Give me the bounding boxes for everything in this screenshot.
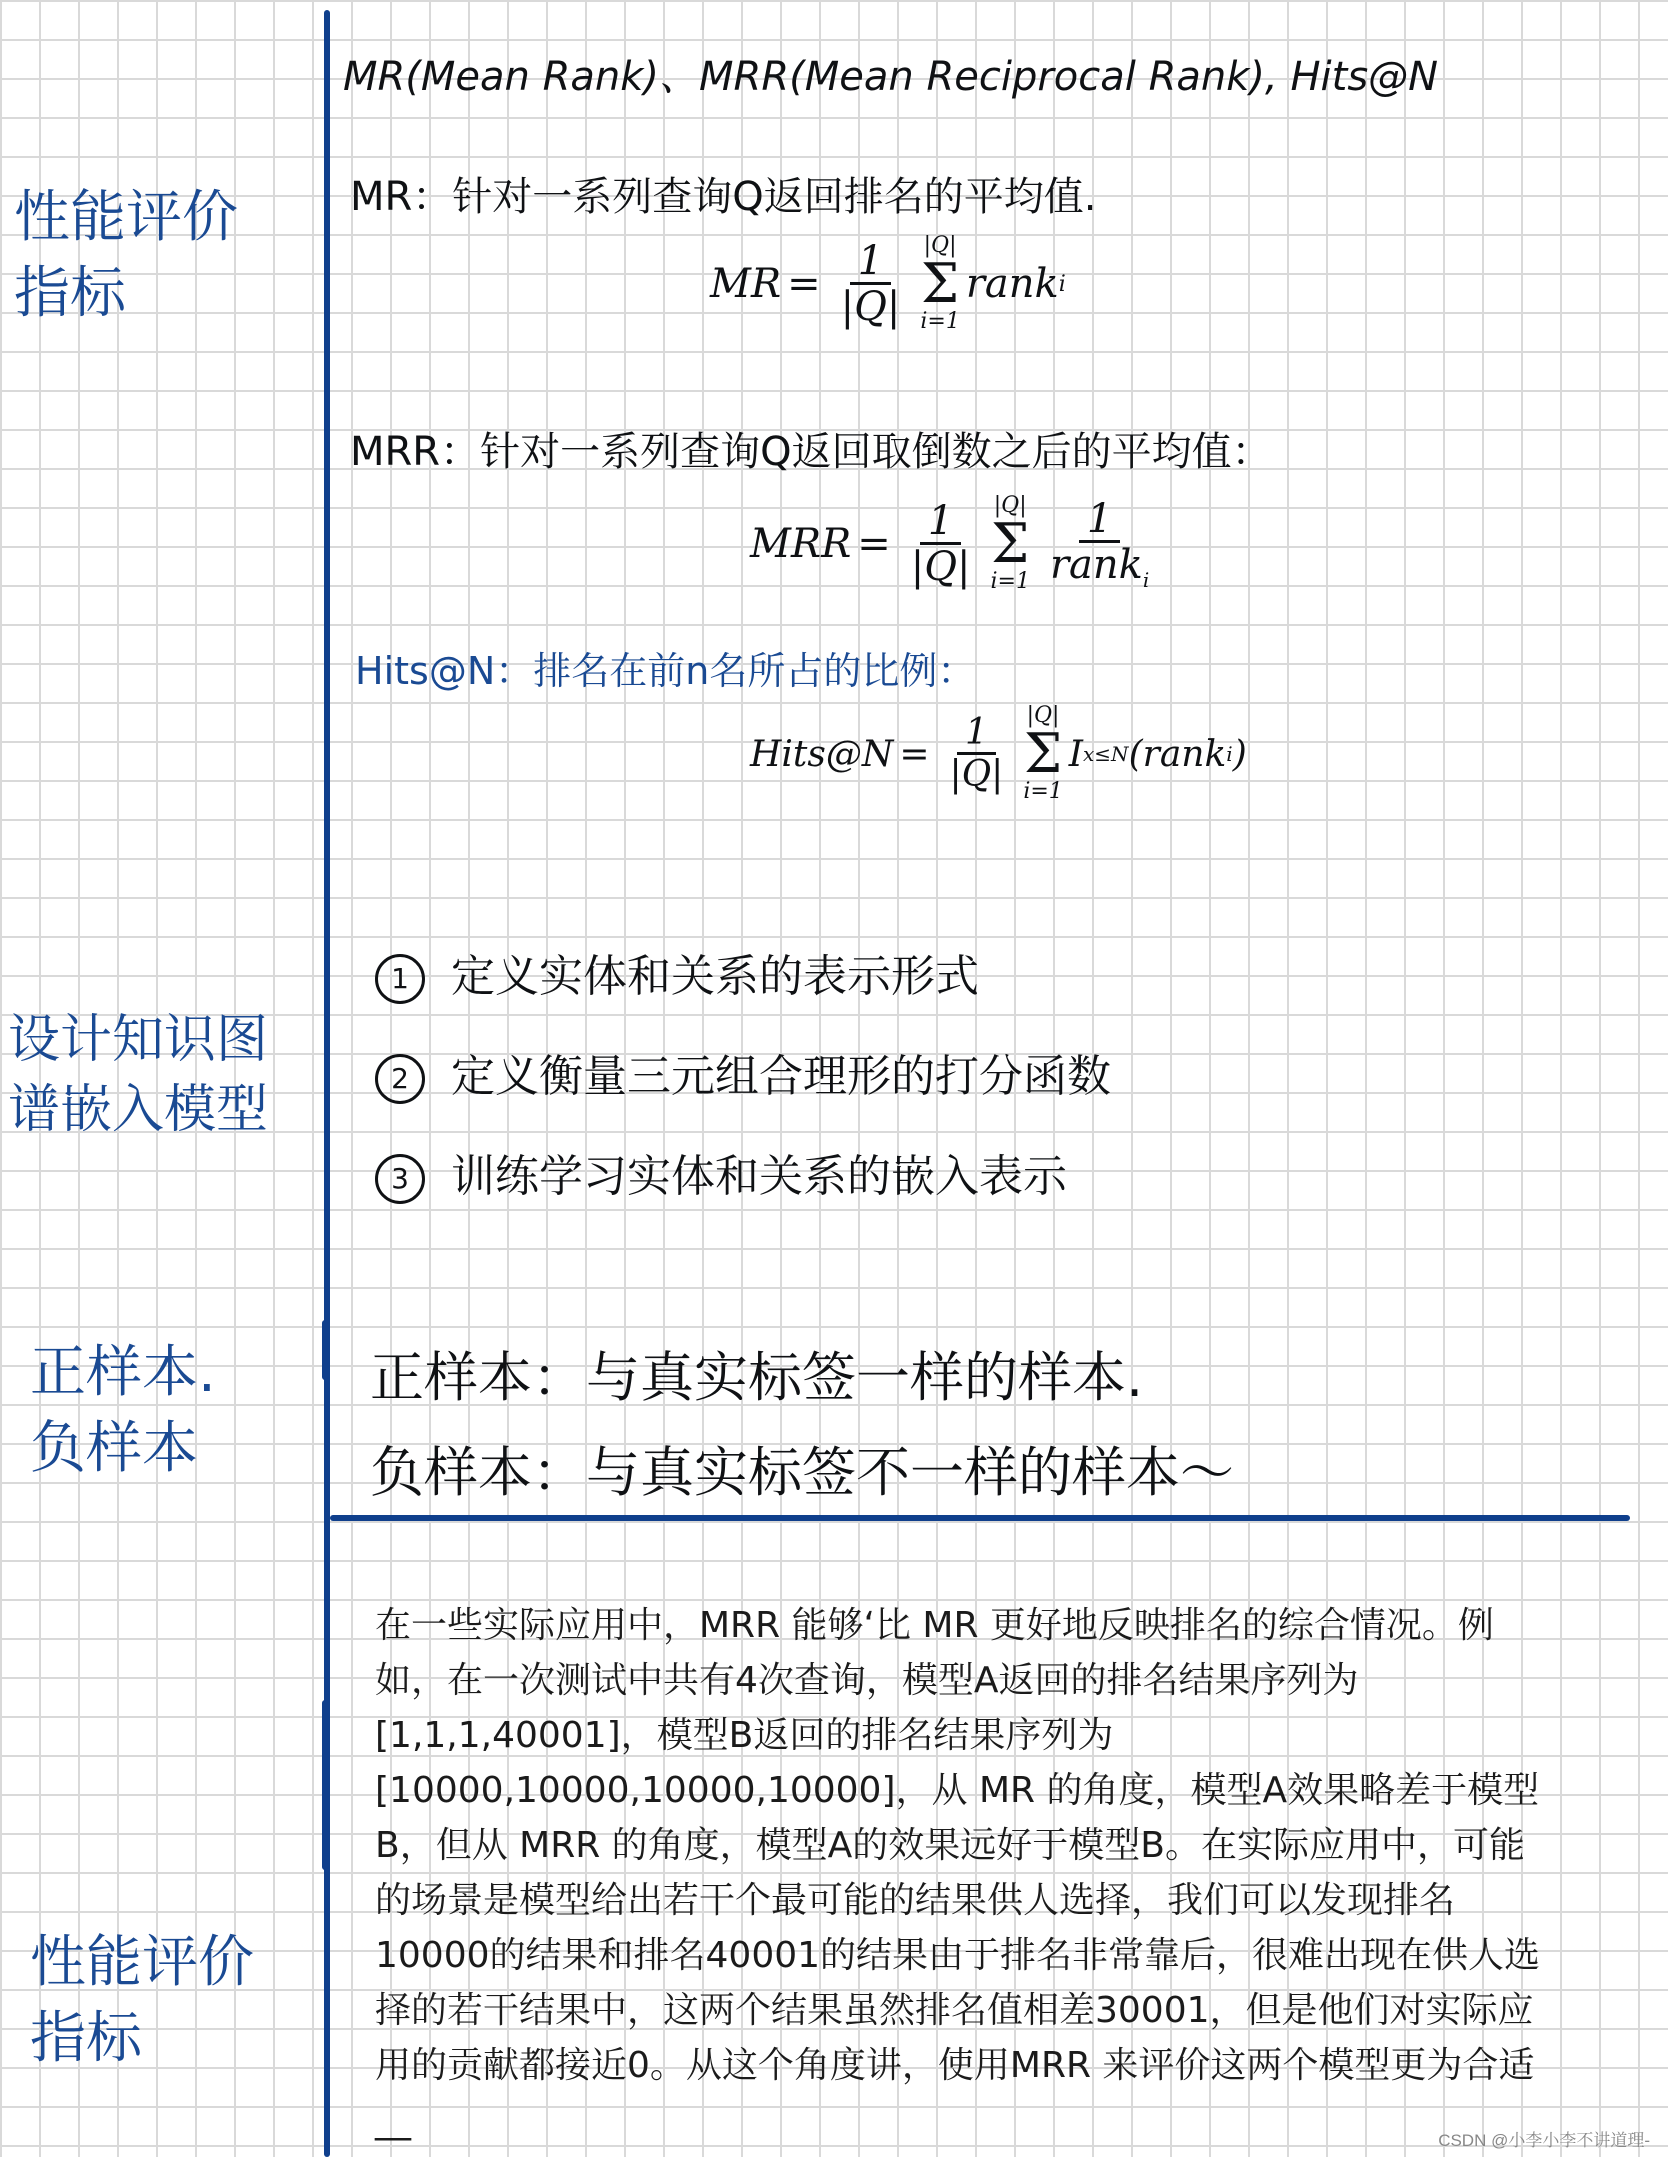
step-number-circle: 3 bbox=[375, 1154, 425, 1204]
formula-term-subscript: i bbox=[1058, 271, 1066, 297]
margin-label-embedding-model: 设计知识图 谱嵌入模型 bbox=[8, 1010, 269, 1141]
hits-definition: Hits@N：排名在前n名所占的比例： bbox=[355, 649, 976, 693]
margin-label-metrics: 性能评价 指标 bbox=[14, 185, 238, 326]
step-text: 定义实体和关系的表示形式 bbox=[451, 951, 979, 1002]
step-item bbox=[375, 1140, 1067, 1204]
step-item bbox=[375, 1040, 1111, 1104]
sum-upper-limit: |Q| bbox=[993, 493, 1027, 518]
margin-tick-mark bbox=[322, 1320, 328, 1380]
fraction-numerator: 1 bbox=[957, 714, 996, 755]
summation bbox=[920, 235, 959, 333]
formula-fraction bbox=[835, 237, 907, 330]
margin-label-metrics-2: 性能评价 指标 bbox=[30, 1930, 254, 2071]
sum-lower-limit: i=1 bbox=[920, 309, 960, 334]
indicator-argument-subscript: i bbox=[1226, 742, 1233, 766]
sigma-symbol: Σ bbox=[991, 512, 1030, 575]
sum-lower-limit: i=1 bbox=[1023, 779, 1063, 804]
formula-term: rank bbox=[965, 261, 1059, 307]
fraction-numerator: 1 bbox=[920, 500, 961, 545]
csdn-watermark: CSDN @小李小李不讲道理- bbox=[1438, 2131, 1650, 2150]
formula-equals: = bbox=[899, 733, 930, 775]
sum-upper-limit: |Q| bbox=[923, 233, 957, 258]
step-item bbox=[375, 940, 979, 1004]
term-denominator-text: rank bbox=[1049, 541, 1143, 588]
fraction-numerator: 1 bbox=[850, 240, 891, 285]
sum-lower-limit: i=1 bbox=[990, 569, 1030, 594]
mrr-vs-mr-explanation bbox=[375, 1598, 1555, 2148]
step-number-circle: 1 bbox=[375, 954, 425, 1004]
positive-sample-definition: 正样本：与真实标签一样的样本. bbox=[370, 1346, 1144, 1409]
formula-lhs: Hits@N bbox=[750, 733, 894, 775]
indicator-close: ) bbox=[1232, 733, 1247, 775]
fraction-denominator: |Q| bbox=[949, 753, 1004, 795]
step-text: 定义衡量三元组合理形的打分函数 bbox=[451, 1051, 1111, 1102]
sum-upper-limit: |Q| bbox=[1026, 703, 1060, 728]
metrics-header: MR(Mean Rank)、MRR(Mean Reciprocal Rank), Hits@N bbox=[343, 54, 1439, 100]
mrr-formula bbox=[750, 495, 1163, 593]
hits-formula bbox=[750, 705, 1247, 803]
formula-equals: = bbox=[857, 521, 891, 567]
step-number-circle: 2 bbox=[375, 1054, 425, 1104]
fraction-denominator: |Q| bbox=[910, 543, 971, 590]
sigma-symbol: Σ bbox=[920, 252, 960, 315]
negative-sample-definition: 负样本：与真实标签不一样的样本～ bbox=[370, 1441, 1234, 1504]
mrr-definition: MRR：针对一系列查询Q返回取倒数之后的平均值： bbox=[350, 429, 1272, 475]
margin-label-samples: 正样本. 负样本 bbox=[30, 1340, 216, 1481]
mr-definition: MR：针对一系列查询Q返回排名的平均值. bbox=[350, 174, 1097, 220]
step-text: 训练学习实体和关系的嵌入表示 bbox=[451, 1151, 1067, 1202]
sigma-symbol: Σ bbox=[1023, 722, 1063, 785]
explanation-paragraph: 在一些实际应用中，MRR 能够‘比 MR 更好地反映排名的综合情况。例如，在一次测试中共有4次查询，模型A返回的排名结果序列为 [1,1,1,40001]，模型B返回的排名结果序列为 [10000,10000,10000,10000]，从 MR 的角度，模型A效果略差于模型B，但从 MRR 的角度，模型A的效果远好于模型B。在实际应用中，可能的场景是模型给出若干个最可能的结果供人选择，我们可以发现排名10000的结果和排名40001的结果由于排名非常靠后，很难出现在供人选择的若干结果中，这两个结果虽然排名值相差30001，但是他们对实际应用的贡献都接近0。从这个角度讲，使用MRR 来评价这两个模型更为合适__ bbox=[375, 1605, 1541, 2141]
term-denominator-subscript: i bbox=[1142, 567, 1150, 592]
formula-equals: = bbox=[787, 261, 821, 307]
term-denominator bbox=[1044, 543, 1155, 591]
formula-lhs: MRR bbox=[750, 521, 852, 567]
indicator-argument: (rank bbox=[1128, 733, 1227, 775]
formula-lhs: MR bbox=[710, 261, 782, 307]
horizontal-section-rule bbox=[330, 1515, 1630, 1521]
fraction-denominator: |Q| bbox=[840, 283, 901, 330]
indicator-symbol: I bbox=[1068, 733, 1084, 775]
summation bbox=[990, 495, 1029, 593]
indicator-subscript: x≤N bbox=[1083, 742, 1129, 766]
term-numerator: 1 bbox=[1079, 498, 1120, 543]
term-fraction bbox=[1044, 495, 1155, 592]
formula-fraction bbox=[944, 711, 1010, 795]
mr-formula bbox=[710, 235, 1066, 333]
formula-fraction bbox=[905, 497, 977, 590]
summation bbox=[1023, 705, 1062, 803]
margin-tick-mark bbox=[322, 1700, 328, 1870]
